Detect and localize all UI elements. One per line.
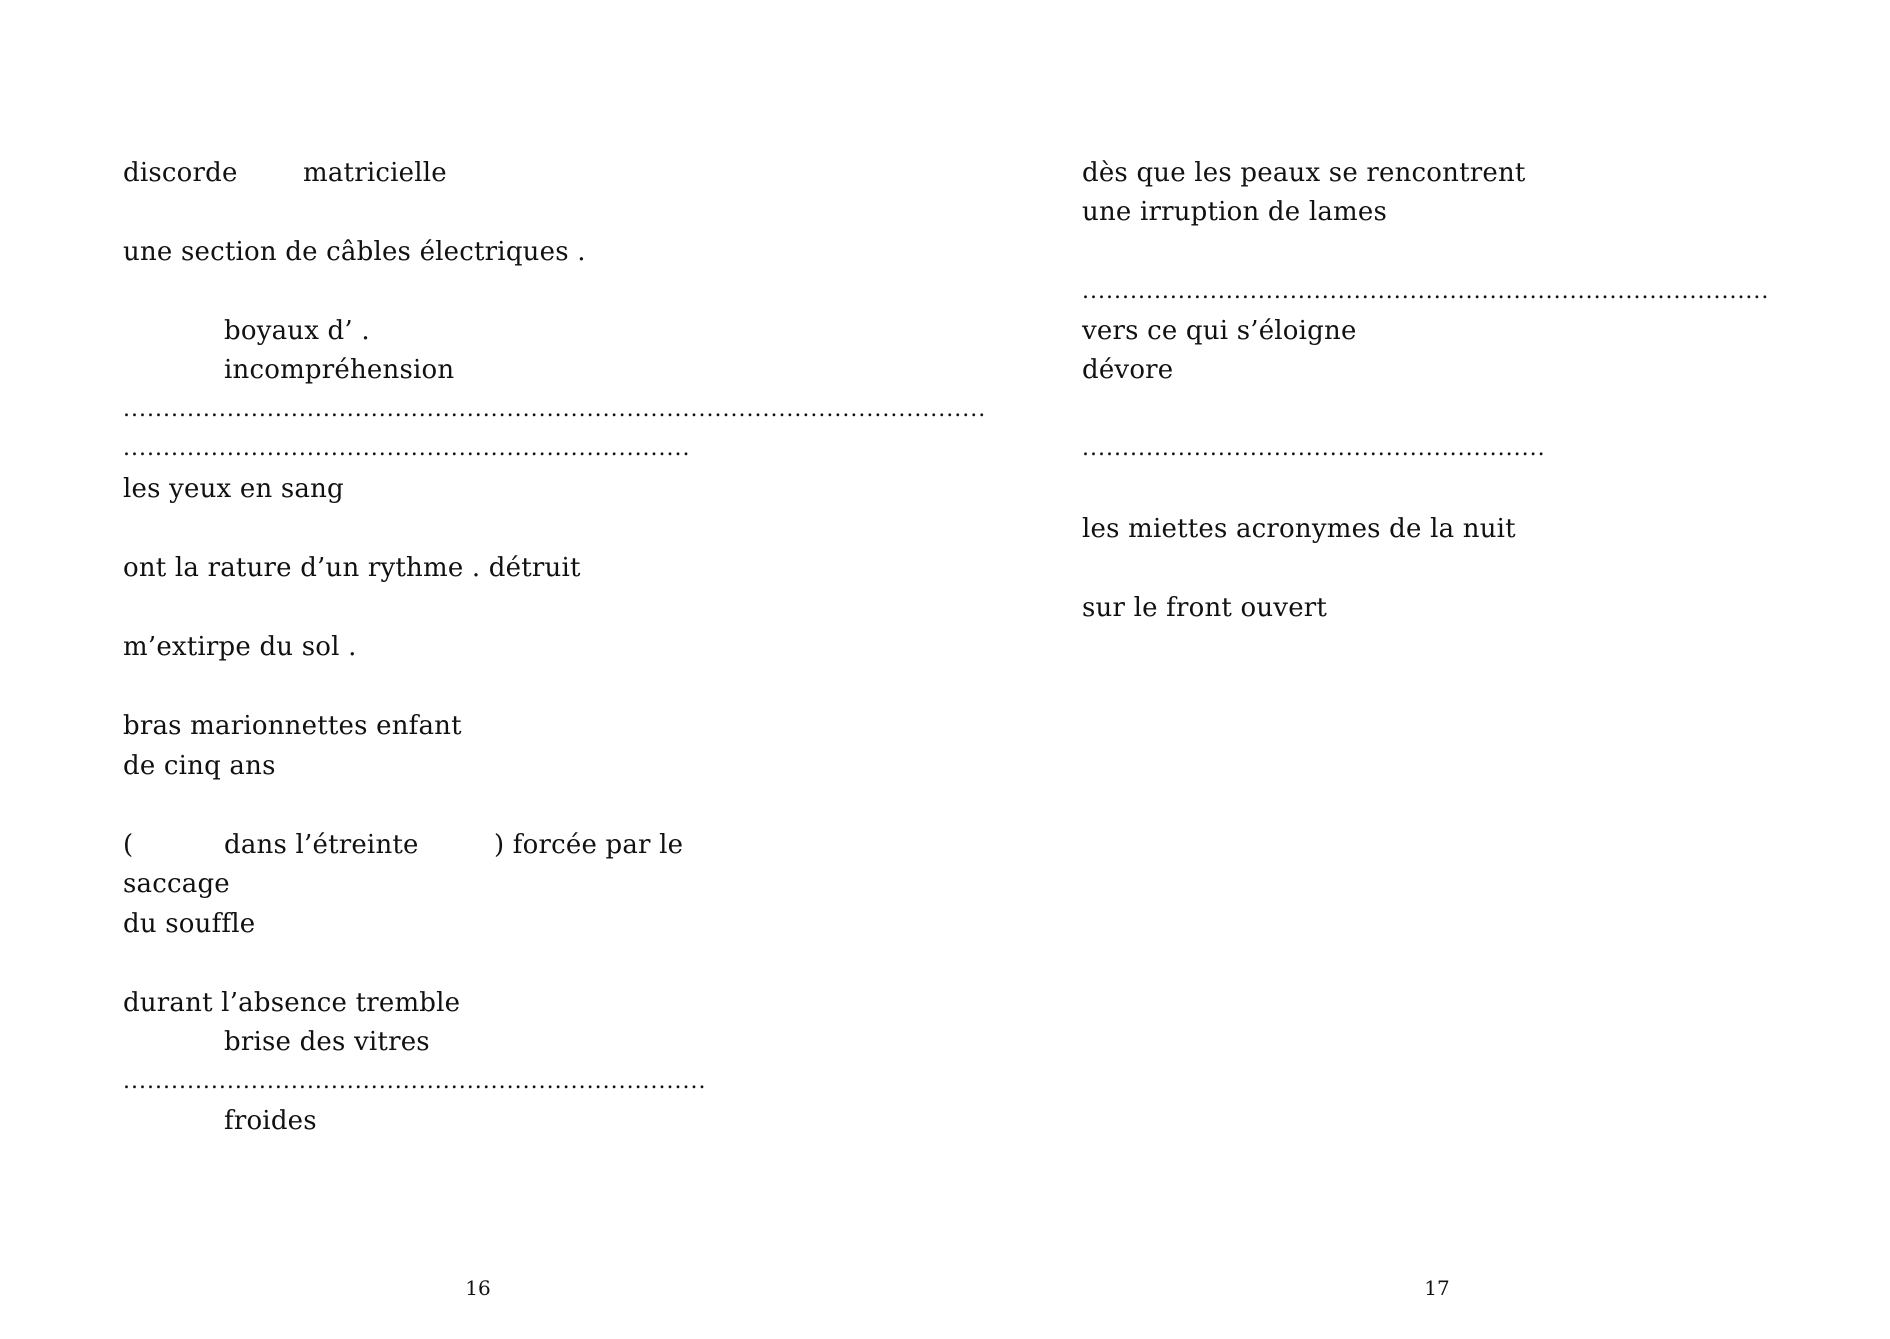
poem-line: une section de câbles électriques . bbox=[123, 237, 586, 267]
poem-line: m’extirpe du sol . bbox=[123, 632, 357, 662]
right-page bbox=[945, 0, 1890, 1339]
page-number: 16 bbox=[465, 1276, 491, 1300]
poem-line: saccage bbox=[123, 869, 230, 899]
poem-line: incompréhension bbox=[224, 355, 455, 385]
poem-line: discorde bbox=[123, 158, 238, 188]
poem-line: ont la rature d’un rythme . détruit bbox=[123, 553, 581, 583]
poem-line: dès que les peaux se rencontrent bbox=[1082, 158, 1526, 188]
dotted-line: ...................................................................................... bbox=[1082, 279, 1770, 304]
poem-line: du souffle bbox=[123, 909, 256, 939]
dotted-line: .......................................................... bbox=[1082, 436, 1546, 461]
poem-line: bras marionnettes enfant bbox=[123, 711, 462, 741]
poem-line: les miettes acronymes de la nuit bbox=[1082, 514, 1516, 544]
page-number: 17 bbox=[1424, 1276, 1450, 1300]
poem-line: dans l’étreinte bbox=[224, 830, 419, 860]
poem-line: de cinq ans bbox=[123, 751, 276, 781]
poem-line: les yeux en sang bbox=[123, 474, 344, 504]
poem-line: une irruption de lames bbox=[1082, 197, 1388, 227]
poem-line: sur le front ouvert bbox=[1082, 593, 1328, 623]
poem-line: matricielle bbox=[303, 158, 447, 188]
poem-line: froides bbox=[224, 1106, 317, 1136]
poem-line: vers ce qui s’éloigne bbox=[1082, 316, 1357, 346]
dotted-line: ....................................................................... bbox=[123, 436, 691, 461]
poem-line: durant l’absence tremble bbox=[123, 988, 461, 1018]
poem-line: ) forcée par le bbox=[494, 830, 684, 860]
poem-line: boyaux d’ . bbox=[224, 316, 370, 346]
poem-line: ( bbox=[123, 830, 134, 860]
dotted-line: ......................................................................... bbox=[123, 1069, 707, 1094]
dotted-line: ............................................................................................................ bbox=[123, 397, 987, 422]
poem-line: brise des vitres bbox=[224, 1027, 430, 1057]
poem-line: dévore bbox=[1082, 355, 1174, 385]
